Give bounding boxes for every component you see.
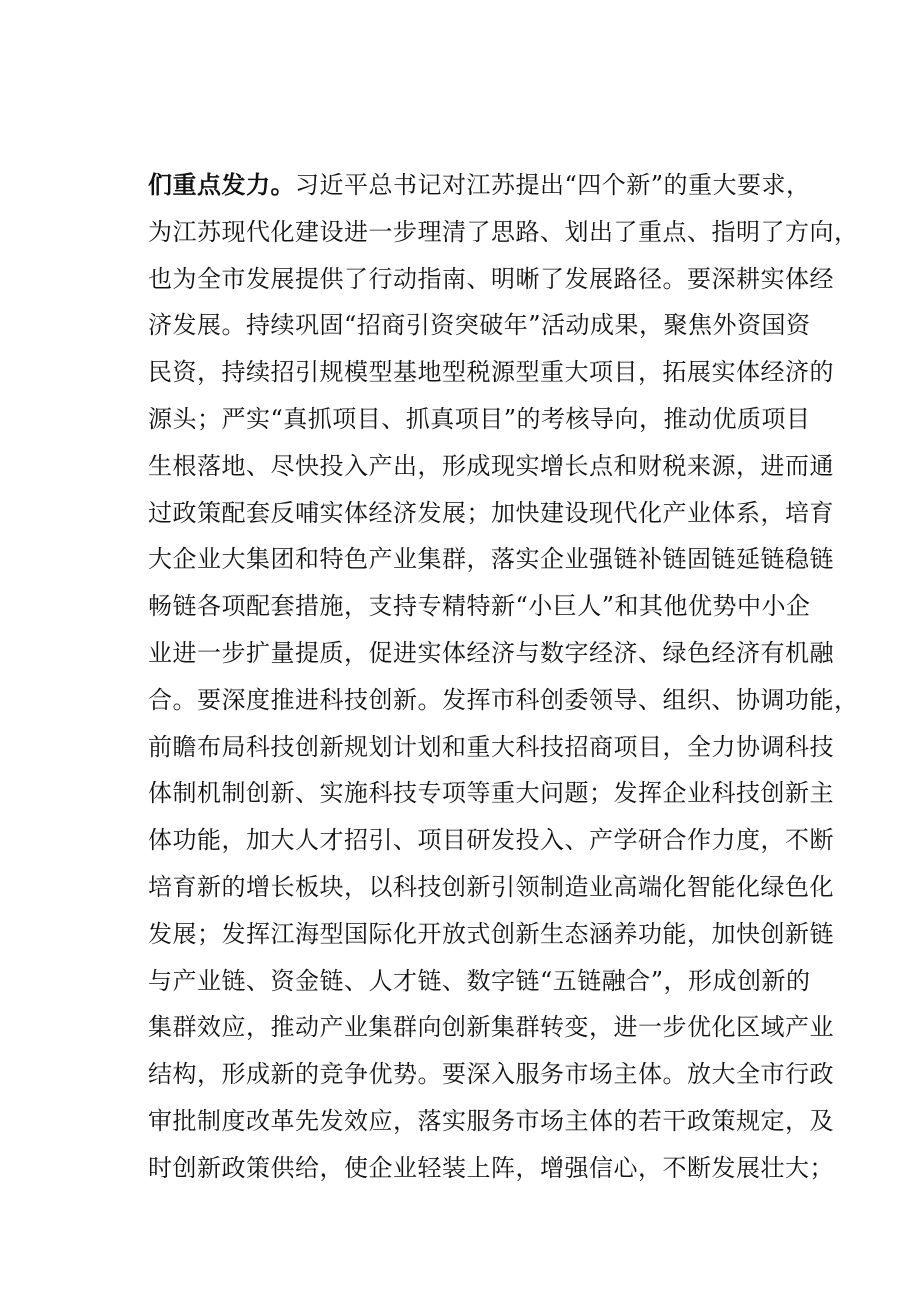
text-line: 生根落地、尽快投入产出，形成现实增长点和财税来源，进而通 — [148, 451, 834, 480]
text-line: 集群效应，推动产业集群向创新集群转变，进一步优化区域产业 — [148, 1013, 834, 1042]
text-line: 畅链各项配套措施，支持专精特新“小巨人”和其他优势中小企 — [148, 592, 811, 621]
text-line: 大企业大集团和特色产业集群，落实企业强链补链固链延链稳链 — [148, 545, 834, 574]
text-line — [148, 162, 811, 209]
text-line: 过政策配套反哺实体经济发展；加快建设现代化产业体系，培育 — [148, 498, 834, 527]
text-line: 培育新的增长板块，以科技创新引领制造业高端化智能化绿色化 — [148, 872, 834, 901]
text-line: 也为全市发展提供了行动指南、明晰了发展路径。要深耕实体经 — [148, 264, 834, 293]
text-line: 业进一步扩量提质，促进实体经济与数字经济、绿色经济有机融 — [148, 638, 834, 667]
line-text: 习近平总书记对江苏提出“四个新”的重大要求， — [295, 171, 811, 199]
body-paragraph — [148, 162, 859, 1192]
text-line: 为江苏现代化建设进一步理清了思路、划出了重点、指明了方向， — [148, 217, 859, 246]
text-line: 民资，持续招引规模型基地型税源型重大项目，拓展实体经济的 — [148, 358, 834, 387]
text-line: 前瞻布局科技创新规划计划和重大科技招商项目，全力协调科技 — [148, 732, 834, 761]
text-line: 济发展。持续巩固“招商引资突破年”活动成果，聚焦外资国资 — [148, 311, 811, 340]
bold-lead-text: 们重点发力。 — [148, 170, 295, 199]
text-line: 发展；发挥江海型国际化开放式创新生态涵养功能，加快创新链 — [148, 919, 834, 948]
text-line: 结构，形成新的竞争优势。要深入服务市场主体。放大全市行政 — [148, 1060, 834, 1089]
text-line: 体功能，加大人才招引、项目研发投入、产学研合作力度，不断 — [148, 826, 834, 855]
text-line: 审批制度改革先发效应，落实服务市场主体的若干政策规定，及 — [148, 1106, 834, 1135]
text-line: 时创新政策供给，使企业轻装上阵，增强信心，不断发展壮大； — [148, 1153, 834, 1182]
text-line: 与产业链、资金链、人才链、数字链“五链融合”，形成创新的 — [148, 966, 811, 995]
text-line: 源头；严实“真抓项目、抓真项目”的考核导向，推动优质项目 — [148, 404, 811, 433]
text-line: 体制机制创新、实施科技专项等重大问题；发挥企业科技创新主 — [148, 779, 834, 808]
text-line: 合。要深度推进科技创新。发挥市科创委领导、组织、协调功能， — [148, 685, 859, 714]
